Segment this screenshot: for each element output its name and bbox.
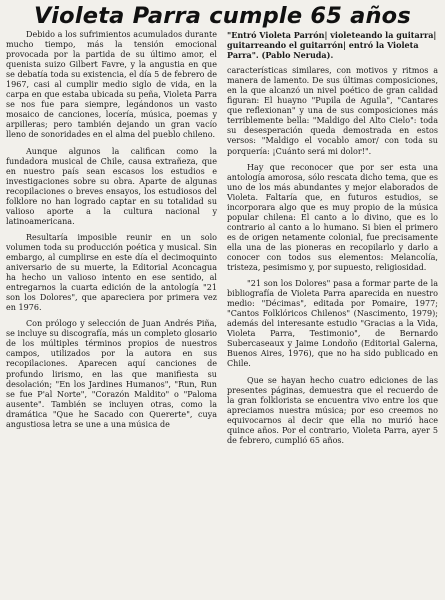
article-headline: Violeta Parra cumple 65 años	[34, 3, 411, 29]
right-column	[227, 30, 438, 452]
paragraph: Que se hayan hecho cuatro ediciones de las presentes páginas, demuestra que el recuerdo de la gran folklorista se encuentra vivo entre los que apreciamos nuestra música; por eso creemos no equivocarnos al decir que ella no murió hace quince años. Por el contrario, Violeta Parra, ayer 5 de febrero, cumplió 65 años.	[227, 375, 438, 445]
paragraph: Debido a los sufrimientos acumulados durante mucho tiempo, más la tensión emocional provocada por la partida de su último amor, el quenista suizo Gilbert Favre, y la angustia en que se debatía toda su existencia, el día 5 de febrero de 1967, casi al cumplir medio siglo de vida, en la carpa en que estaba ubicada su peña, Violeta Parra se nos fue para siempre, legándonos un vasto mosaico de canciones, locería, música, poemas y arpilleras; pero también dejando un gran vacío lleno de sonoridades en el alma del pueblo chileno.	[6, 30, 217, 140]
article-body	[6, 30, 439, 452]
epigraph-quote: "Entró Violeta Parrón| violeteando la guitarra| guitarreando el guitarrón| entró la Violeta Parra". (Pablo Neruda).	[227, 30, 437, 61]
paragraph: Hay que reconocer que por ser esta una antología amorosa, sólo rescata dicho tema, que es uno de los más abundantes y mejor elaborados de Violeta. Faltaría que, en futuros estudios, se incorporara algo que es muy propio de la música popular chilena: El canto a lo divino, que es lo contrario al canto a lo humano. Si bien el primero es de origen netamente colonial, fue precisamente ella una de las pioneras en recopilarlo y darlo a conocer con todos sus elementos: Melancolía, tristeza, pesimismo y, por supuesto, religiosidad.	[227, 162, 438, 273]
paragraph: características similares, con motivos y ritmos a manera de lamento. De sus últimas composiciones, en la que alcanzó un nivel poético de gran calidad figuran: El huayno "Pupila de Aguila", "Cantares que reflexionan" y una de sus composiciones más terriblemente bella: "Maldigo del Alto Cielo": toda su desesperación queda demostrada en estos versos: "Maldigo el vocablo amor/ con toda su porquería: ¡Cuánto será mi dolor!".	[227, 66, 438, 156]
paragraph: Con prólogo y selección de Juan Andrés Piña, se incluye su discografía, más un completo glosario de los múltiples términos propios de nuestros campos, utilizados por la autora en sus recopilaciones. Aparecen aquí canciones de profundo lirismo, en las que manifiesta su desolación; "En los Jardines Humanos", "Run, Run se fue P'al Norte", "Corazón Maldito" o "Paloma ausente". También se incluyen otras, como la dramática "Que he Sacado con Quererte", cuya angustiosa letra se une a una música de	[6, 319, 217, 429]
paragraph: Resultaría imposible reunir en un solo volumen toda su producción poética y musical. Sin embargo, al cumplirse en este día el decimoquinto aniversario de su muerte, la Editorial Aconcagua ha hecho un valioso intento en ese sentido, al entregarnos la cuarta edición de la antología "21 son los Dolores", que apareciera por primera vez en 1976.	[6, 232, 217, 313]
paragraph: Aunque algunos la califican como la fundadora musical de Chile, causa extrañeza, que en nuestro país sean escasos los estudios e investigaciones sobre su obra. Aparte de algunas recopilaciones o breves ensayos, los estudiosos del folklore no han logrado captar en su totalidad su valioso aporte a la cultura nacional y latinoamericana.	[6, 146, 217, 226]
paragraph: "21 son los Dolores" pasa a formar parte de la bibliografía de Violeta Parra aparecida en nuestro medio: "Décimas", editada por Pomaire, 1977; "Cantos Folklóricos Chilenos" (Nascimento, 1979); además del interesante estudio "Gracias a la Vida, Violeta Parra, Testimonio", de Bernardo Subercaseaux y Jaime Londoño (Editorial Galerna, Buenos Aires, 1976), que no ha sido publicado en Chile.	[227, 279, 438, 369]
left-column	[6, 30, 217, 452]
